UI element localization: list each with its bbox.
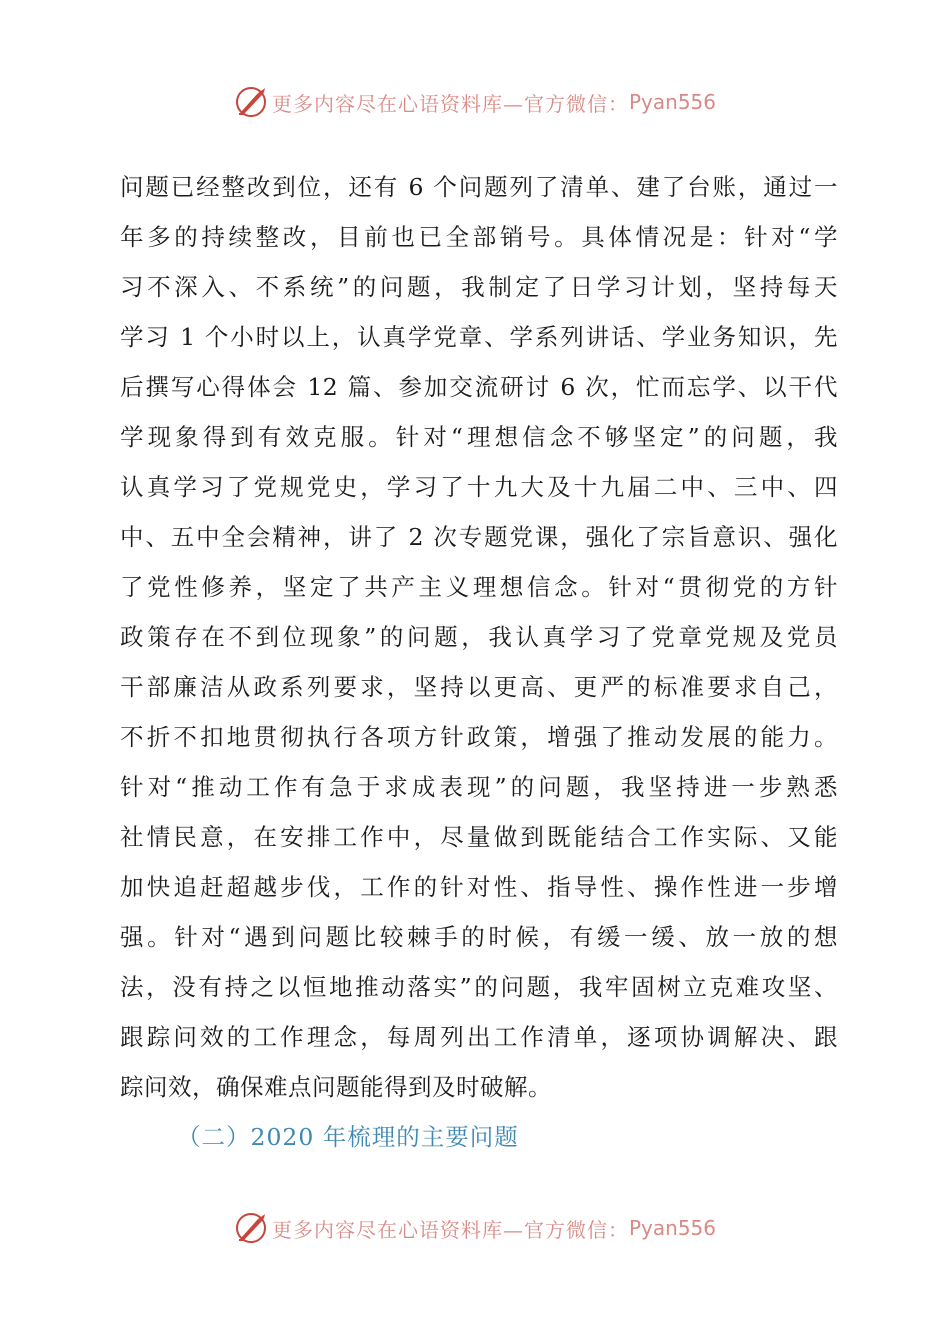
- paragraph-line: 年多的持续整改，目前也已全部销号。具体情况是：针对“学: [120, 223, 838, 251]
- quill-pen-logo-icon: [234, 85, 268, 119]
- document-body: [120, 162, 838, 1112]
- paragraph-line: 学习 1 个小时以上，认真学党章、学系列讲话、学业务知识，先: [120, 323, 838, 351]
- paragraph-line: 踪问效，确保难点问题能得到及时破解。: [120, 1073, 552, 1101]
- header-watermark: [0, 82, 950, 122]
- paragraph-line: 干部廉洁从政系列要求，坚持以更高、更严的标准要求自己，: [120, 673, 838, 701]
- paragraph-line: 加快追赶超越步伐，工作的针对性、指导性、操作性进一步增: [120, 873, 838, 901]
- paragraph-line: 了党性修养，坚定了共产主义理想信念。针对“贯彻党的方针: [120, 573, 838, 601]
- paragraph-line: 法，没有持之以恒地推动落实”的问题，我牢固树立克难攻坚、: [120, 973, 838, 1001]
- watermark-wechat-id: Pyan556: [628, 1216, 716, 1240]
- paragraph-line: 后撰写心得体会 12 篇、参加交流研讨 6 次，忙而忘学、以干代: [120, 373, 838, 401]
- paragraph-line: 强。针对“遇到问题比较棘手的时候，有缓一缓、放一放的想: [120, 923, 838, 951]
- paragraph-line: 学现象得到有效克服。针对“理想信念不够坚定”的问题，我: [120, 423, 838, 451]
- paragraph-line: 习不深入、不系统”的问题，我制定了日学习计划，坚持每天: [120, 273, 838, 301]
- paragraph-line: 不折不扣地贯彻执行各项方针政策，增强了推动发展的能力。: [120, 723, 838, 751]
- paragraph-line: 针对“推动工作有急于求成表现”的问题，我坚持进一步熟悉: [120, 773, 838, 801]
- watermark-text: 更多内容尽在心语资料库—官方微信：: [271, 91, 629, 116]
- paragraph-line: 社情民意，在安排工作中，尽量做到既能结合工作实际、又能: [120, 823, 838, 851]
- paragraph-line: 问题已经整改到位，还有 6 个问题列了清单、建了台账，通过一: [120, 173, 838, 201]
- paragraph-line: 政策存在不到位现象”的问题，我认真学习了党章党规及党员: [120, 623, 838, 651]
- quill-pen-logo-icon: [234, 1211, 268, 1245]
- paragraph-line: 认真学习了党规党史，学习了十九大及十九届二中、三中、四: [120, 473, 838, 501]
- watermark-text: 更多内容尽在心语资料库—官方微信：: [271, 1217, 629, 1242]
- footer-watermark: [0, 1208, 950, 1248]
- paragraph-line: 中、五中全会精神，讲了 2 次专题党课，强化了宗旨意识、强化: [120, 523, 838, 551]
- paragraph-line: 跟踪问效的工作理念，每周列出工作清单，逐项协调解决、跟: [120, 1023, 838, 1051]
- watermark-wechat-id: Pyan556: [628, 90, 716, 114]
- section-heading: （二）2020 年梳理的主要问题: [177, 1123, 519, 1151]
